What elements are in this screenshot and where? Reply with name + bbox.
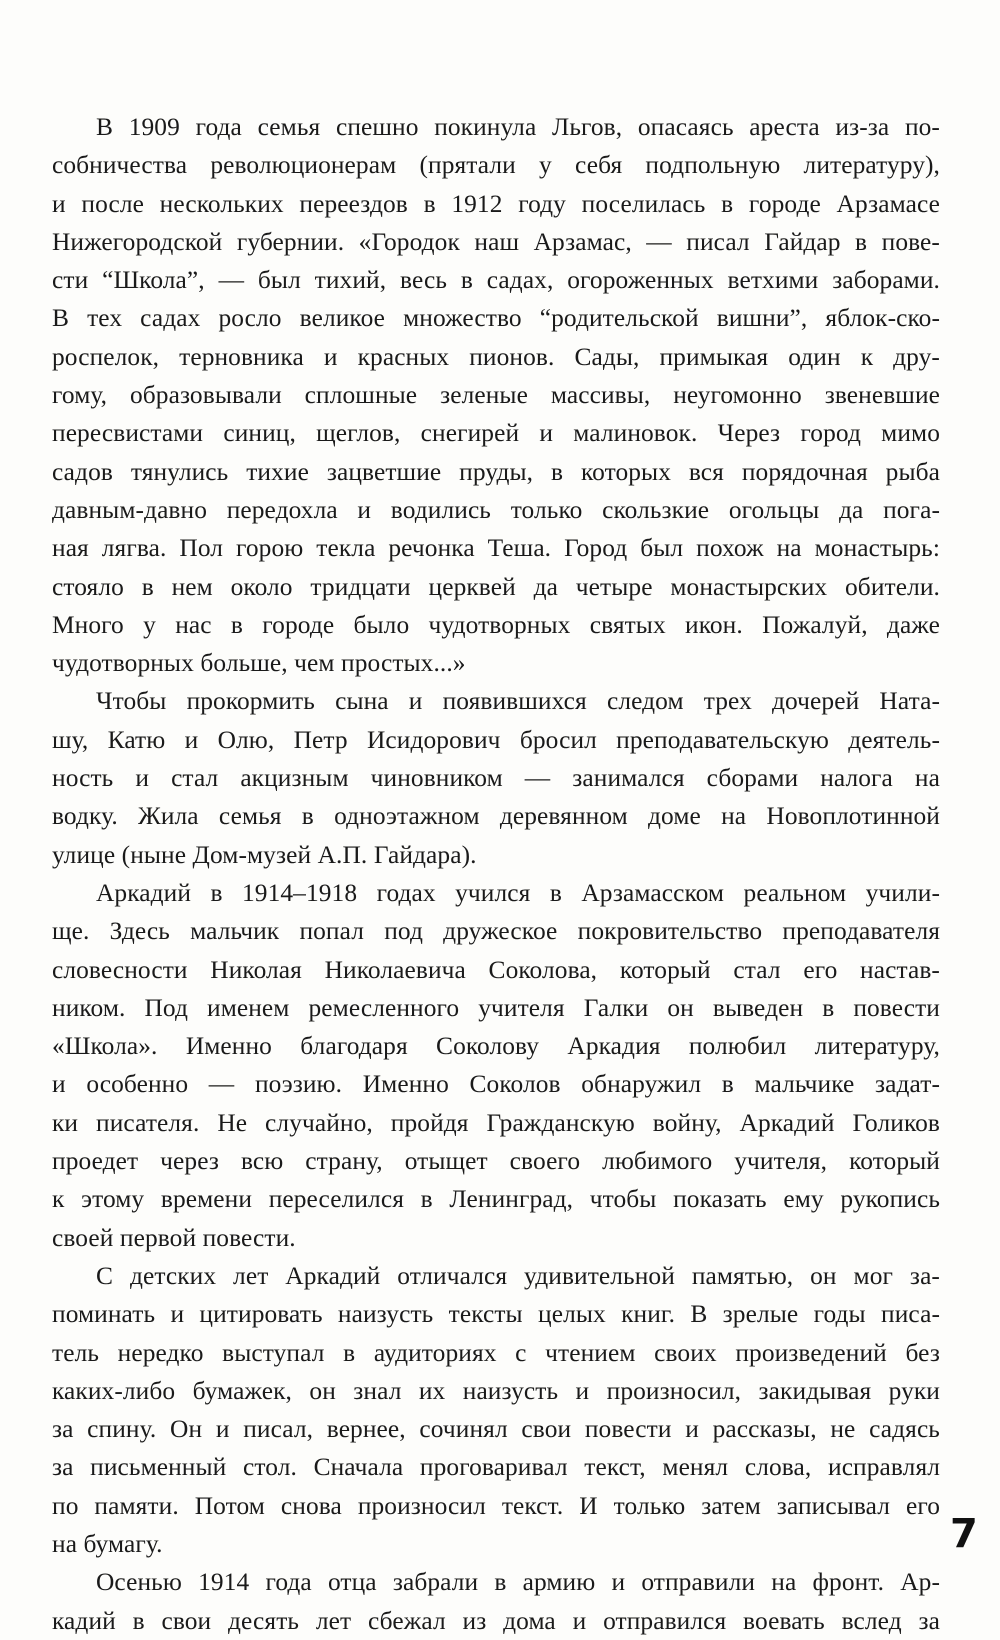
text-line: поминать и цитировать наизусть тексты целых книг. В зрелые годы писа- xyxy=(52,1300,940,1329)
text-line: чудотворных больше, чем простых...» xyxy=(52,649,466,678)
text-line: словесности Николая Николаевича Соколова, который стал его настав- xyxy=(52,955,940,984)
text-line: проедет через всю страну, отыщет своего любимого учителя, который xyxy=(52,1147,940,1176)
text-line: Много у нас в городе было чудотворных святых икон. Пожалуй, даже xyxy=(52,610,940,639)
text-line: В 1909 года семья спешно покинула Льгов, опасаясь ареста из-за по- xyxy=(96,113,940,141)
text-line: стояло в нем около тридцати церквей да четыре монастырских обители. xyxy=(52,572,940,601)
text-line: к этому времени переселился в Ленинград, чтобы показать ему рукопись xyxy=(52,1185,940,1214)
text-line: сти “Школа”, — был тихий, весь в садах, огороженных ветхими заборами. xyxy=(52,266,940,295)
text-line: С детских лет Аркадий отличался удивительной памятью, он мог за- xyxy=(96,1261,940,1290)
text-line: ки писателя. Не случайно, пройдя Гражданскую войну, Аркадий Голиков xyxy=(52,1108,940,1137)
text-line: Нижегородской губернии. «Городок наш Арзамас, — писал Гайдар в пове- xyxy=(52,227,940,256)
text-line: на бумагу. xyxy=(52,1529,163,1558)
text-line: за письменный стол. Сначала проговаривал текст, менял слова, исправлял xyxy=(52,1453,940,1482)
text-line: пересвистами синиц, щеглов, снегирей и малиновок. Через город мимо xyxy=(52,419,940,448)
text-line: ще. Здесь мальчик попал под дружеское покровительство преподавателя xyxy=(52,917,940,946)
text-line: тель нередко выступал в аудиториях с чтением своих произведений без xyxy=(52,1338,940,1367)
text-line: садов тянулись тихие зацветшие пруды, в которых вся порядочная рыба xyxy=(52,457,940,486)
text-line: давным-давно передохла и водились только скользкие огольцы да пога- xyxy=(52,495,940,524)
text-line: Аркадий в 1914–1918 годах учился в Арзамасском реальном учили- xyxy=(96,878,940,907)
text-line: ность и стал акцизным чиновником — занимался сборами налога на xyxy=(52,764,940,793)
text-line: и особенно — поэзию. Именно Соколов обнаружил в мальчике задат- xyxy=(52,1070,940,1099)
text-line: В тех садах росло великое множество “родительской вишни”, яблок-ско- xyxy=(52,304,940,333)
text-line: водку. Жила семья в одноэтажном деревянном доме на Новоплотинной xyxy=(52,802,940,831)
text-line: по памяти. Потом снова произносил текст. И только затем записывал его xyxy=(52,1491,940,1520)
text-line: каких-либо бумажек, он знал их наизусть и произносил, закидывая руки xyxy=(52,1376,940,1405)
text-line: улице (ныне Дом-музей А.П. Гайдара). xyxy=(52,840,477,869)
text-line: и после нескольких переездов в 1912 году поселилась в городе Арзамасе xyxy=(52,189,940,218)
text-line: гому, образовывали сплошные зеленые массивы, неугомонно звеневшие xyxy=(52,381,940,410)
text-line: «Школа». Именно благодаря Соколову Аркадия полюбил литературу, xyxy=(52,1032,940,1061)
text-line: кадий в свои десять лет сбежал из дома и отправился воевать вслед за xyxy=(52,1606,940,1635)
text-line: шу, Катю и Олю, Петр Исидорович бросил преподавательскую деятель- xyxy=(52,725,940,754)
text-line: за спину. Он и писал, вернее, сочинял свои повести и рассказы, не садясь xyxy=(52,1415,940,1444)
page-number: 7 xyxy=(950,1511,978,1557)
body-text xyxy=(52,108,940,1640)
text-line: Осенью 1914 года отца забрали в армию и отправили на фронт. Ар- xyxy=(96,1568,940,1597)
text-line: своей первой повести. xyxy=(52,1223,296,1252)
text-line: Чтобы прокормить сына и появившихся следом трех дочерей Ната- xyxy=(96,687,940,716)
text-line: ная лягва. Пол горою текла речонка Теша. Город был похож на монастырь: xyxy=(52,534,940,563)
text-line: роспелок, терновника и красных пионов. Сады, примыкая один к дру- xyxy=(52,342,940,371)
text-line: ником. Под именем ремесленного учителя Галки он выведен в повести xyxy=(52,993,940,1022)
text-line: собничества революционерам (прятали у себя подпольную литературу), xyxy=(52,151,940,180)
